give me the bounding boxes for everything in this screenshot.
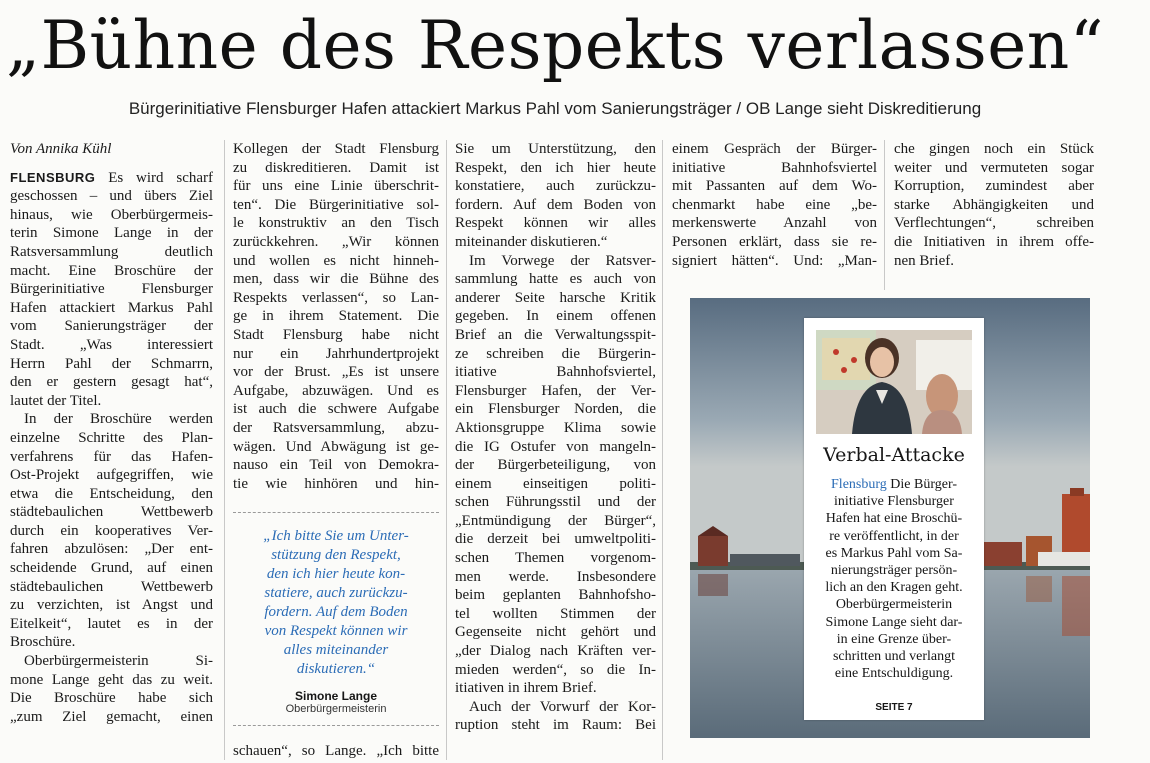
article-line: wägen. Und Abwägung ist ge-: [233, 438, 439, 455]
article-line: Kollegen der Stadt Flensburg: [233, 141, 439, 157]
article-line: itiativen in ihrem Brief.: [455, 680, 597, 697]
article-column-5: [894, 140, 1094, 270]
article-line: hinaus, wie Oberbürgermeis-: [10, 206, 213, 223]
article-column-2: [233, 140, 439, 493]
article-line: initiative Bahnhofsviertel: [672, 159, 877, 176]
article-line: durch ein kooperatives Ver-: [10, 522, 213, 539]
article-paragraph: [455, 698, 656, 735]
article-line: nauso ein Teil von Demokra-: [233, 457, 439, 474]
article-line: der Bürgerbeteiligung, von: [455, 457, 656, 474]
article-line: itiative Bahnhofsviertel,: [455, 364, 656, 381]
article-paragraph: [10, 410, 213, 652]
article-line: städtebaulichen Wettbewerb: [10, 504, 213, 521]
article-line: Die Broschüre habe sich: [10, 690, 213, 707]
article-line: Oberbürgermeisterin Si-: [24, 653, 213, 670]
article-line: zurückkehren. „Wir können: [233, 233, 439, 250]
portrait-photo: [816, 330, 972, 434]
headline: „Bühne des Respekts verlassen“: [5, 7, 1105, 84]
article-line: die derzeit bei umweltpoliti-: [455, 531, 656, 548]
article-line: Im Vorwege der Ratsver-: [469, 252, 656, 269]
column-divider: [446, 140, 447, 760]
article-line: etwa die Entscheidung, den: [10, 485, 213, 502]
article-line: macht. Eine Broschüre der: [10, 262, 213, 279]
article-line: der Ratsversammlung, abzu-: [233, 419, 439, 436]
article-line: Aufgabe, abzuwägen. Und es: [233, 382, 439, 399]
article-line: gegeben. In einem offenen: [455, 308, 656, 325]
article-line: Ost-Projekt aufgegriffen, wie: [10, 467, 213, 484]
article-line: Stadt. „Was interessiert: [10, 336, 213, 353]
article-line: scheidende Grund, auf einen: [10, 560, 213, 577]
article-line: schen Themen vorgenom-: [455, 550, 656, 567]
teaser-title: Verbal-Attacke: [823, 444, 965, 466]
article-line: merkenswerte Anzahl von: [672, 215, 877, 232]
article-line: und wollen es nicht hinneh-: [233, 252, 439, 269]
article-line: Respekt, den ich hier heute: [455, 159, 656, 176]
article-column-4: [672, 140, 877, 270]
article-column-2-end: [233, 742, 439, 761]
article-line: nur ein Jahrhundertprojekt: [233, 345, 439, 362]
article-line: ein Flensburger Norden, die: [455, 401, 656, 418]
article-line: Auch der Vorwurf der Kor-: [469, 698, 656, 715]
pull-quote: [233, 512, 439, 726]
article-line: „der Dialog nach Kräften ver-: [455, 643, 656, 660]
pull-quote-text: „Ich bitte Sie um Unter- stützung den Respekt, den ich hier heute kon- statiere, auch zurückzu- fordern. Auf dem Boden von Respekt können wir alles miteinander diskutieren.“: [263, 528, 409, 677]
teaser-place: Flensburg: [831, 477, 887, 492]
article-line: vom Sanierungsträger der: [10, 318, 213, 335]
article-line: anderer Seite harsche Kritik: [455, 289, 656, 306]
article-line: Flensburger Hafen, der Ver-: [455, 382, 656, 399]
article-line: Respekt können wir alles: [455, 215, 656, 232]
article-line: le konstruktiv an den Tisch: [233, 215, 439, 232]
article-line: Bürgerinitiative Flensburger: [10, 281, 213, 298]
article-paragraph: [455, 140, 656, 252]
article-line: beim geplanten Bahnhofsho-: [455, 587, 656, 604]
article-line: In der Broschüre werden: [24, 411, 213, 428]
article-line: einem einseitigen politi-: [455, 475, 656, 492]
article-paragraph: [894, 140, 1094, 270]
article-line: lautet der Titel.: [10, 392, 102, 409]
author-byline: Von Annika Kühl: [10, 141, 112, 157]
article-line: FLENSBURG Es wird scharf: [10, 169, 213, 186]
dateline: FLENSBURG: [10, 169, 96, 185]
teaser-box: [804, 318, 984, 720]
article-line: signiert hätten“. Und: „Man-: [672, 252, 877, 269]
article-line: den er gestern gesagt hat“,: [10, 374, 213, 391]
article-line: fordern. Auf dem Boden von: [455, 196, 656, 213]
article-line: Stadt Flensburg habe nicht: [233, 326, 439, 343]
article-line: die IG Ostufer von mangeln-: [455, 438, 656, 455]
column-divider: [224, 140, 225, 760]
article-line: ge in ihrem Statement. Die: [233, 308, 439, 325]
page-reference: SEITE 7: [875, 702, 913, 713]
article-line: städtebaulichen Wettbewerb: [10, 578, 213, 595]
article-line: mone Lange geht das zu weit.: [10, 671, 213, 688]
article-line: chenmarkt habe eine „be-: [672, 196, 877, 213]
article-line: Personen erklärt, dass sie re-: [672, 233, 877, 250]
article-line: fahren abzulösen: „Der ent-: [10, 541, 213, 558]
article-line: tie wie hinhören und hin-: [233, 475, 439, 492]
article-line: tel wollten Stimmen der: [455, 605, 656, 622]
article-line: ruption steht im Raum: Bei: [455, 717, 656, 734]
article-paragraph: [233, 140, 439, 493]
article-line: ten“. Die Bürgerinitiative sol-: [233, 196, 439, 213]
article-line: für uns eine Linie überschrit-: [233, 178, 439, 195]
article-line: Herrn Pahl der Schmarrn,: [10, 355, 213, 372]
article-paragraph: [672, 140, 877, 270]
article-paragraph: [10, 652, 213, 726]
article-line: sammlung hatte es auch von: [455, 271, 656, 288]
article-line: Respekts verlassen“, so Lan-: [233, 289, 439, 306]
article-line: zu verzichten, ist Angst und: [10, 597, 213, 614]
article-line: che gingen noch ein Stück: [894, 141, 1094, 157]
article-column-1: [10, 140, 213, 726]
article-line: miteinander diskutieren.“: [455, 233, 608, 250]
article-line: geschossen – und übers Ziel: [10, 188, 213, 205]
article-column-3: [455, 140, 656, 735]
article-line: Ratsversammlung deutlich: [10, 243, 213, 260]
article-line: ist auch die schwere Aufgabe: [233, 401, 439, 418]
article-line: zu diskreditieren. Damit ist: [233, 159, 439, 176]
article-line: „Entmündigung der Bürger“,: [455, 512, 656, 529]
portrait-illustration: [816, 330, 972, 434]
article-line: men werde. Insbesondere: [455, 568, 656, 585]
article-line: ze schreiben die Bürgerin-: [455, 345, 656, 362]
article-line: schauen“, so Lange. „Ich bitte: [233, 743, 439, 759]
article-line: weiter und vermuteten sogar: [894, 159, 1094, 176]
column-divider: [884, 140, 885, 290]
column-divider: [662, 140, 663, 760]
article-line: Aktionsgruppe Klima sowie: [455, 419, 656, 436]
article-line: die Initiativen in ihrem offe-: [894, 233, 1094, 250]
article-paragraph: [10, 169, 213, 411]
article-line: Verflechtungen“, schreiben: [894, 215, 1094, 232]
article-line: nen Brief.: [894, 252, 954, 269]
article-line: Brief an die Verwaltungsspit-: [455, 326, 656, 343]
article-line: Korruption, zumindest aber: [894, 178, 1094, 195]
article-line: mit Passanten auf dem Wo-: [672, 178, 877, 195]
article-line: einzelne Schritte des Plan-: [10, 429, 213, 446]
article-line: Hafen attackiert Markus Pahl: [10, 299, 213, 316]
article-line: starke Abhängigkeiten und: [894, 196, 1094, 213]
article-line: men, dass wir die Bühne des: [233, 271, 439, 288]
subheadline: Bürgerinitiative Flensburger Hafen attackiert Markus Pahl vom Sanierungsträger / OB Lange sieht Diskreditierung: [128, 99, 982, 118]
article-line: mieden werden“, so die In-: [455, 661, 656, 678]
article-line: vor der Brust. „Es ist unsere: [233, 364, 439, 381]
article-line: Sie um Unterstützung, den: [455, 141, 656, 157]
article-line: Eitelkeit“, lautet es in der: [10, 615, 213, 632]
article-line: „zum Ziel gemacht, einen: [10, 708, 213, 725]
article-paragraph: [455, 252, 656, 698]
article-line: Gegenseite nicht gehört und: [455, 624, 656, 641]
article-line: terin Simone Lange in der: [10, 225, 213, 242]
article-line: Broschüre.: [10, 634, 76, 651]
article-line: einem Gespräch der Bürger-: [672, 141, 877, 157]
quote-attribution-role: Oberbürgermeisterin: [285, 703, 387, 715]
article-line: konstatiere, auch zurückzu-: [455, 178, 656, 195]
teaser-text: Flensburg Die Bürger- initiative Flensburger Hafen hat eine Broschü- re veröffentlicht, in der es Markus Pahl vom Sa- nierungsträger persön- lich an den Kragen geht. Oberbürgermeisterin Simone Lange sieht dar- in eine Grenze über- schritten und verlangt eine Entschuldigung.: [825, 477, 963, 682]
quote-attribution-name: Simone Lange: [294, 689, 377, 703]
article-line: verfahrens für das Hafen-: [10, 448, 213, 465]
article-line: schen Führungsstil und der: [455, 494, 656, 511]
